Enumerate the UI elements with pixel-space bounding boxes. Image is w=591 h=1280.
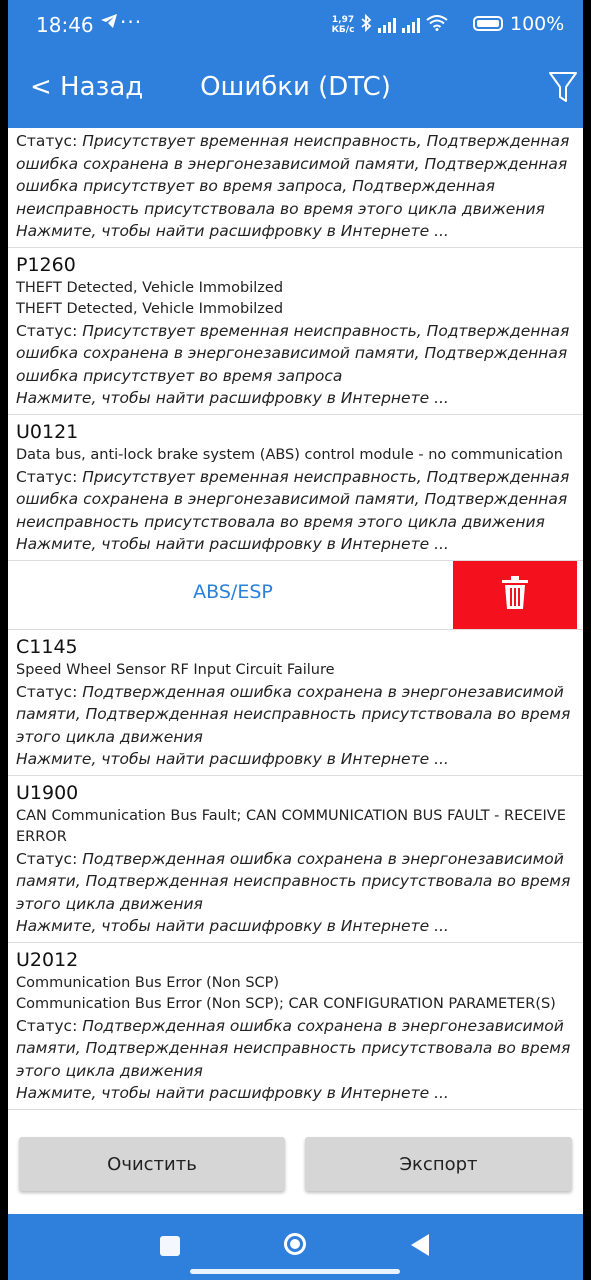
clear-button[interactable]: Очистить — [19, 1137, 285, 1191]
dtc-description: THEFT Detected, Vehicle Immobilzed — [16, 300, 284, 317]
dtc-status — [16, 1015, 575, 1083]
dtc-status — [16, 320, 575, 388]
recent-apps-icon[interactable] — [160, 1236, 180, 1256]
status-text: Подтвержденная ошибка сохранена в энергонезависимой памяти, Подтвержденная неисправность присутствовала во время этого цикла движения — [16, 1016, 571, 1080]
dtc-list — [8, 128, 583, 1110]
status-label: Статус: — [16, 132, 83, 150]
dtc-descriptions — [16, 973, 575, 1015]
status-text: Присутствует временная неисправность, Подтвержденная ошибка сохранена в энергонезависимой памяти, Подтвержденная ошибка присутствует во время запроса — [16, 321, 570, 385]
delete-button[interactable] — [453, 561, 577, 629]
page-title: Ошибки (DTC) — [200, 72, 391, 102]
status-label: Статус: — [16, 1016, 83, 1035]
dtc-description: CAN Communication Bus Fault; CAN COMMUNICATION BUS FAULT - RECEIVE ERROR — [16, 807, 566, 845]
status-text: Присутствует временная неисправность, Подтвержденная ошибка сохранена в энергонезависимой памяти, Подтвержденная неисправность присутствовала во время этого цикла движения — [16, 467, 570, 531]
status-text: Подтвержденная ошибка сохранена в энергонезависимой памяти, Подтвержденная неисправность присутствовала во время этого цикла движения — [16, 849, 571, 913]
search-online-link[interactable]: Нажмите, чтобы найти расшифровку в Интернете ... — [16, 917, 449, 935]
dtc-code: U1900 — [16, 781, 79, 804]
bluetooth-icon — [360, 14, 372, 36]
wifi-icon — [426, 15, 448, 35]
more-notifications-icon: ··· — [120, 10, 143, 34]
dtc-code: U2012 — [16, 948, 79, 971]
section-header-abs-esp — [8, 561, 583, 630]
system-nav-bar — [8, 1214, 583, 1280]
telegram-icon — [100, 13, 118, 34]
gesture-pill — [190, 1269, 400, 1274]
status-label: Статус: — [16, 467, 83, 486]
search-online-link[interactable]: Нажмите, чтобы найти расшифровку в Интернете ... — [16, 389, 449, 407]
export-button[interactable]: Экспорт — [305, 1137, 572, 1191]
status-label: Статус: — [16, 682, 83, 701]
battery-percent: 100% — [510, 13, 565, 35]
dtc-code: U0121 — [16, 420, 79, 443]
search-online-link[interactable]: Нажмите, чтобы найти расшифровку в Интернете ... — [16, 222, 449, 240]
dtc-description: Data bus, anti-lock brake system (ABS) control module - no communication — [16, 446, 563, 463]
battery-icon — [473, 16, 503, 31]
dtc-item[interactable] — [8, 415, 583, 561]
status-label: Статус: — [16, 849, 83, 868]
dtc-description: Speed Wheel Sensor RF Input Circuit Failure — [16, 661, 335, 678]
dtc-item[interactable] — [8, 943, 583, 1110]
dtc-code: C1145 — [16, 635, 78, 658]
status-time: 18:46 — [36, 13, 94, 37]
dtc-item[interactable] — [8, 630, 583, 776]
dtc-status — [16, 681, 575, 749]
dtc-descriptions — [16, 278, 575, 320]
app-screen — [8, 0, 583, 1280]
dtc-item[interactable] — [8, 248, 583, 415]
dtc-status — [16, 130, 575, 220]
back-icon[interactable] — [411, 1234, 429, 1256]
dtc-descriptions — [16, 660, 575, 681]
dtc-description: Communication Bus Error (Non SCP); CAR CONFIGURATION PARAMETER(S) — [16, 995, 556, 1012]
dtc-descriptions — [16, 806, 575, 848]
search-online-link[interactable]: Нажмите, чтобы найти расшифровку в Интернете ... — [16, 1084, 449, 1102]
search-online-link[interactable]: Нажмите, чтобы найти расшифровку в Интернете ... — [16, 750, 449, 768]
network-speed: 1,97 КБ/с — [331, 15, 355, 35]
dtc-descriptions — [16, 445, 575, 466]
dtc-description: THEFT Detected, Vehicle Immobilzed — [16, 279, 284, 296]
status-text: Присутствует временная неисправность, Подтвержденная ошибка сохранена в энергонезависимой памяти, Подтвержденная ошибка присутствует во время запроса, Подтвержденная неисправность присутствовала во время этого цикла движения — [16, 132, 570, 218]
dtc-description: Communication Bus Error (Non SCP) — [16, 974, 280, 991]
top-bar — [8, 0, 583, 128]
dtc-status — [16, 848, 575, 916]
dtc-status — [16, 466, 575, 534]
dtc-item[interactable] — [8, 776, 583, 943]
status-icons — [360, 14, 448, 36]
back-button[interactable]: < Назад — [30, 72, 144, 102]
signal-icon — [402, 17, 420, 33]
signal-icon — [378, 17, 396, 33]
search-online-link[interactable]: Нажмите, чтобы найти расшифровку в Интернете ... — [16, 535, 449, 553]
status-label: Статус: — [16, 321, 83, 340]
filter-icon[interactable] — [548, 70, 578, 108]
section-label[interactable]: ABS/ESP — [193, 580, 273, 603]
dtc-item[interactable] — [8, 128, 583, 248]
trash-icon — [501, 575, 529, 615]
status-text: Подтвержденная ошибка сохранена в энергонезависимой памяти, Подтвержденная неисправность присутствовала во время этого цикла движения — [16, 682, 571, 746]
dtc-code: P1260 — [16, 253, 76, 276]
home-icon[interactable] — [284, 1233, 306, 1255]
